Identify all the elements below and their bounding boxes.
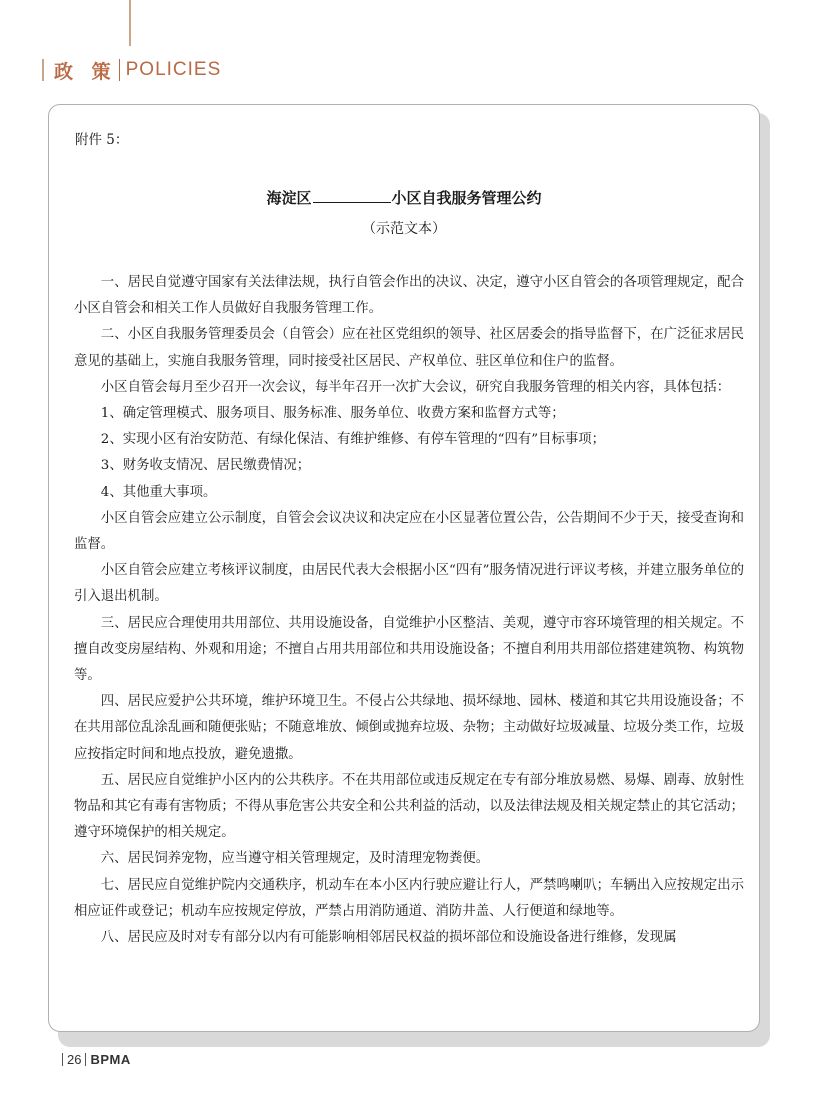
paragraph: 2、实现小区有治安防范、有绿化保洁、有维护维修、有停车管理的“四有”目标事项；: [100, 432, 606, 448]
page-number: 26: [67, 1052, 82, 1067]
header-bar: [42, 59, 44, 81]
document-title: [48, 187, 760, 208]
top-rule: [129, 0, 131, 46]
footer-divider: [85, 1053, 86, 1066]
paragraph: 一、居民自觉遵守国家有关法律法规，执行自管会作出的决议、决定，遵守小区自管会的各项管理规定，配合小区自管会和相关工作人员做好自我服务管理工作。: [74, 275, 744, 317]
footer-bar: [62, 1053, 63, 1066]
paragraph: 七、居民应自觉维护院内交通秩序，机动车在本小区内行驶应避让行人，严禁鸣喇叭；车辆出入应按规定出示相应证件或登记；机动车应按规定停放，严禁占用消防通道、消防井盖、人行便道和绿地等。: [74, 877, 744, 919]
section-header: [42, 55, 221, 85]
paragraph: 小区自管会应建立公示制度，自管会会议决议和决定应在小区显著位置公告，公告期间不少于天，接受查询和监督。: [74, 510, 744, 553]
paragraph: 4、其他重大事项。: [100, 484, 217, 500]
section-title-en: POLICIES: [125, 59, 222, 80]
paragraph: 1、确定管理模式、服务项目、服务标准、服务单位、收费方案和监督方式等；: [100, 406, 565, 422]
paragraph: 小区自管会应建立考核评议制度，由居民代表大会根据小区“四有”服务情况进行评议考核，并建立服务单位的引入退出机制。: [74, 563, 744, 605]
attachment-label: 附件 5：: [75, 132, 129, 148]
title-blank: [313, 190, 391, 203]
footer-brand: BPMA: [90, 1052, 131, 1067]
paragraph: 三、居民应合理使用共用部位、共用设施设备，自觉维护小区整洁、美观，遵守市容环境管理的相关规定。不擅自改变房屋结构、外观和用途；不擅自占用共用部位和共用设施设备；不擅自利用共用部位搭建建筑物、构筑物等。: [74, 615, 744, 684]
paragraph: 四、居民应爱护公共环境，维护环境卫生。不侵占公共绿地、损坏绿地、园林、楼道和其它共用设施设备；不在共用部位乱涂乱画和随便张贴；不随意堆放、倾倒或抛弃垃圾、杂物；主动做好垃圾减量、垃圾分类工作，垃圾应按指定时间和地点投放，避免遗撒。: [74, 694, 744, 762]
paragraph: 3、财务收支情况、居民缴费情况；: [100, 458, 311, 474]
paragraph: 五、居民应自觉维护小区内的公共秩序。不在共用部位或违反规定在专有部分堆放易燃、易爆、剧毒、放射性物品和其它有毒有害物质；不得从事危害公共安全和公共利益的活动，以及法律法规及相关规定禁止的其它活动；遵守环境保护的相关规定。: [74, 772, 744, 841]
paragraph: 小区自管会每月至少召开一次会议，每半年召开一次扩大会议，研究自我服务管理的相关内容，具体包括：: [100, 379, 731, 395]
page-footer: [58, 1052, 131, 1067]
section-title-cn: 政 策: [54, 60, 117, 83]
paragraph: 二、小区自我服务管理委员会（自管会）应在社区党组织的领导、社区居委会的指导监督下，在广泛征求居民意见的基础上，实施自我服务管理，同时接受社区居民、产权单位、驻区单位和住户的监督。: [74, 327, 744, 369]
document-subtitle: （示范文本）: [362, 221, 446, 237]
header-divider: [119, 59, 120, 81]
paragraph: 六、居民饲养宠物，应当遵守相关管理规定，及时清理宠物粪便。: [100, 851, 490, 867]
document-body: [74, 270, 744, 951]
paragraph: 八、居民应及时对专有部分以内有可能影响相邻居民权益的损坏部位和设施设备进行维修，发现属: [100, 930, 677, 946]
title-suffix: 小区自我服务管理公约: [391, 189, 542, 207]
title-prefix: 海淀区: [266, 189, 312, 207]
